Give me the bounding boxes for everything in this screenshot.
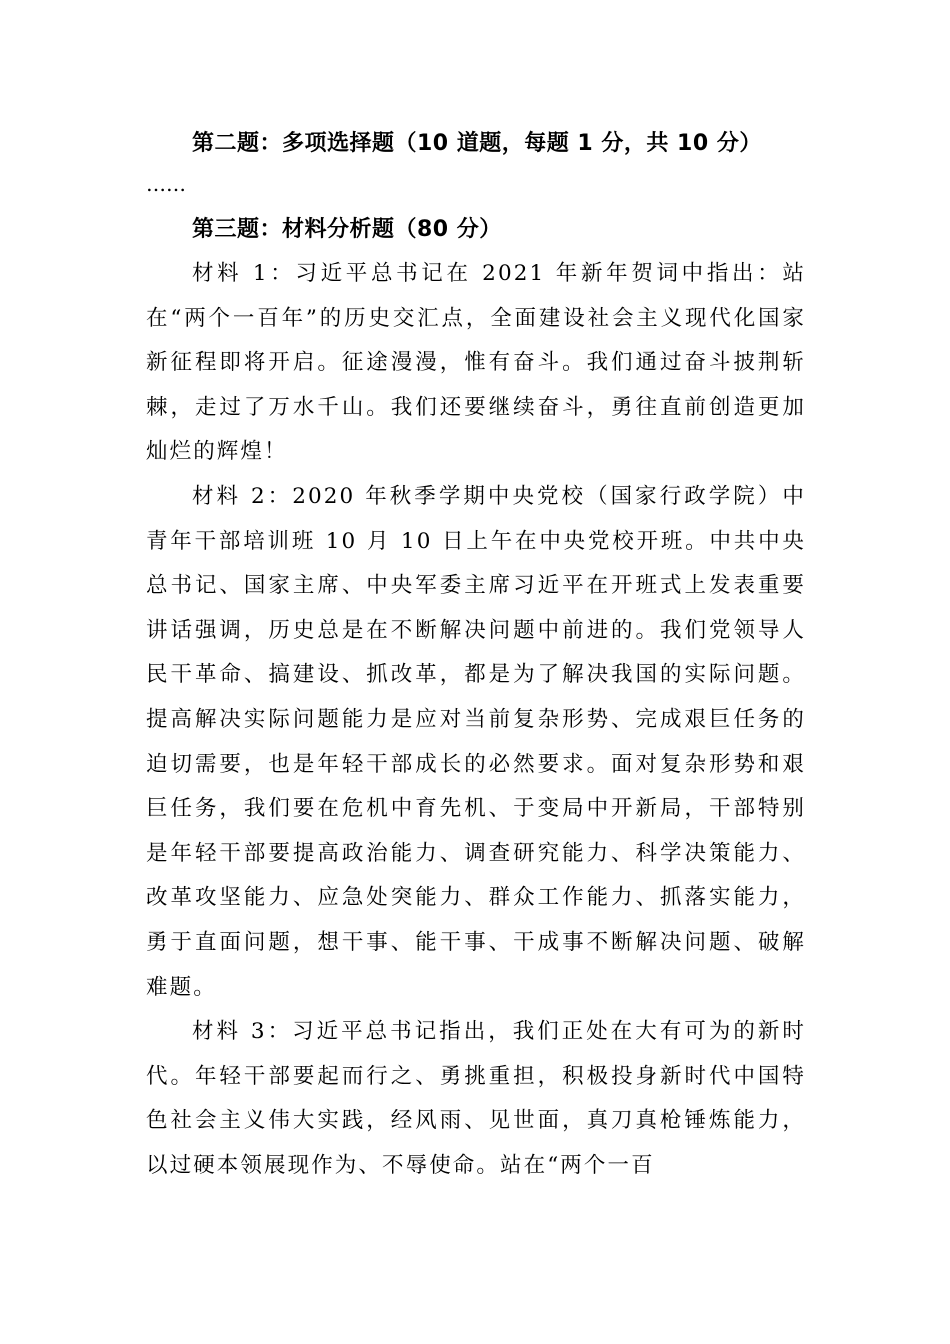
material-2-paragraph: 材料 2：2020 年秋季学期中央党校（国家行政学院）中青年干部培训班 10 月 10 日上午在中央党校开班。中共中央总书记、国家主席、中央军委主席习近平在开班式上发表重要讲话强调，历史总是在不断解决问题中前进的。我们党领导人民干革命、搞建设、抓改革，都是为了解决我国的实际问题。提高解决实际问题能力是应对当前复杂形势、完成艰巨任务的迫切需要，也是年轻干部成长的必然要求。面对复杂形势和艰巨任务，我们要在危机中育先机、于变局中开新局，干部特别是年轻干部要提高政治能力、调查研究能力、科学决策能力、改革攻坚能力、应急处突能力、群众工作能力、抓落实能力，勇于直面问题，想干事、能干事、干成事不断解决问题、破解难题。 — [146, 483, 806, 1000]
material-1-paragraph: 材料 1：习近平总书记在 2021 年新年贺词中指出：站在“两个一百年”的历史交汇点，全面建设社会主义现代化国家新征程即将开启。征途漫漫，惟有奋斗。我们通过奋斗披荆斩棘，走过了万水千山。我们还要继续奋斗，勇往直前创造更加灿烂的辉煌！ — [146, 261, 806, 465]
omitted-content-ellipsis: …… — [146, 172, 186, 196]
section-2-heading: 第二题：多项选择题（10 道题，每题 1 分，共 10 分） — [192, 131, 762, 156]
section-3-heading: 第三题：材料分析题（80 分） — [192, 217, 502, 242]
material-3-paragraph: 材料 3：习近平总书记指出，我们正处在大有可为的新时代。年轻干部要起而行之、勇挑重担，积极投身新时代中国特色社会主义伟大实践，经风雨、见世面，真刀真枪锤炼能力，以过硬本领展现作为、不辱使命。站在“两个一百 — [146, 1019, 806, 1178]
document-body — [146, 122, 806, 1188]
